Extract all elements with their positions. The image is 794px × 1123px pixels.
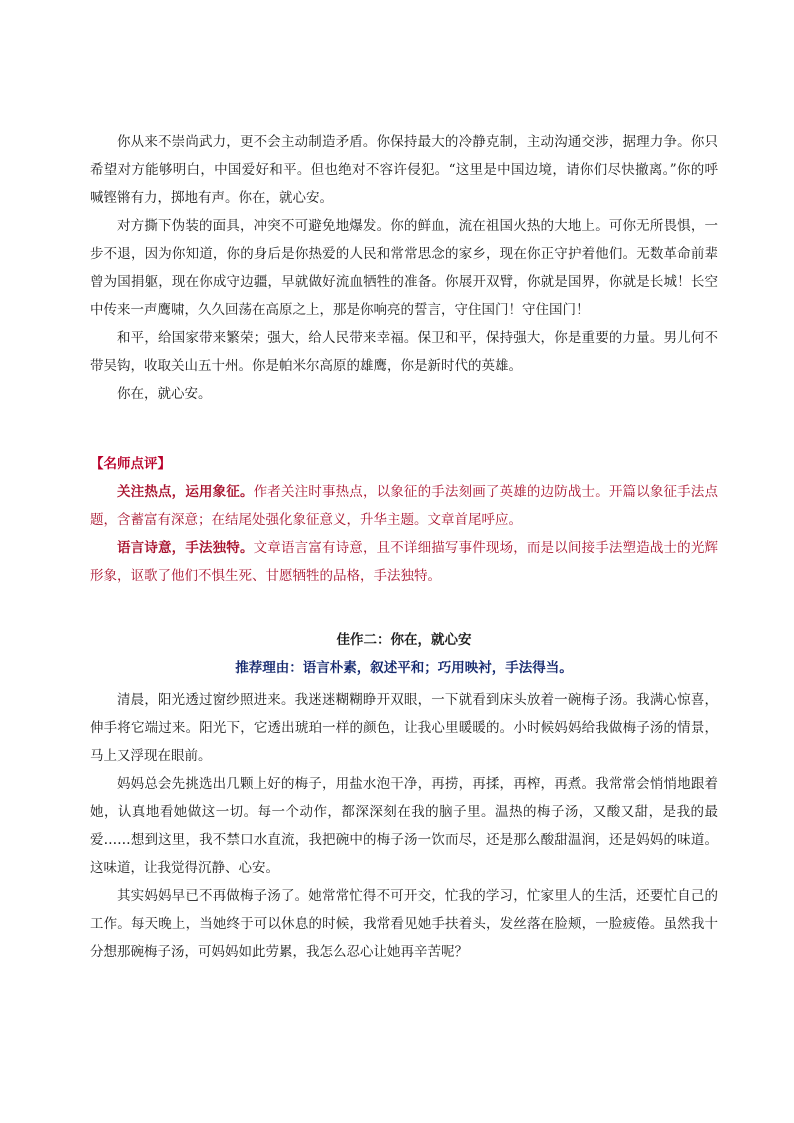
teacher-comment-item-1-body: 作者关注时事热点，以象征的手法刻画了英雄的边防战士。开篇以象征手法点题，含蓄富有深意；在结尾处强化象征意义，升华主题。文章首尾呼应。 [90, 484, 719, 528]
teacher-comment-heading: 【名师点评】 [90, 456, 171, 472]
essay-two-paragraph-1: 清晨，阳光透过窗纱照进来。我迷迷糊糊睁开双眼，一下就看到床头放着一碗梅子汤。我满心惊喜，伸手将它端过来。阳光下，它透出琥珀一样的颜色，让我心里暖暖的。小时候妈妈给我做梅子汤的情景，马上又浮现在眼前。 [90, 692, 718, 764]
essay-two-paragraph-3: 其实妈妈早已不再做梅子汤了。她常常忙得不可开交，忙我的学习，忙家里人的生活，还要忙自己的工作。每天晚上，当她终于可以休息的时候，我常看见她手扶着头，发丝落在脸颊，一脸疲倦。虽然我十分想那碗梅子汤，可妈妈如此劳累，我怎么忍心让她再辛苦呢？ [90, 888, 718, 960]
essay-one-paragraph-1: 你从来不崇尚武力，更不会主动制造矛盾。你保持最大的冷静克制，主动沟通交涉，据理力争。你只希望对方能够明白，中国爱好和平。但也绝对不容许侵犯。“这里是中国边境，请你们尽快撤离。”你的呼喊铿锵有力，掷地有声。你在，就心安。 [90, 134, 718, 206]
teacher-comment-item-2 [90, 534, 718, 590]
document-body [90, 128, 718, 966]
essay-two-recommendation: 推荐理由：语言朴素，叙述平和；巧用映衬，手法得当。 [235, 660, 573, 676]
teacher-comment-item-2-body: 文章语言富有诗意，且不详细描写事件现场，而是以间接手法塑造战士的光辉形象，讴歌了他们不惧生死、甘愿牺牲的品格，手法独特。 [90, 540, 719, 584]
section-spacer [90, 590, 718, 626]
essay-two-section [90, 626, 718, 966]
teacher-comment-section [90, 450, 718, 590]
essay-two-title: 佳作二：你在，就心安 [336, 632, 472, 648]
essay-one-paragraph-2: 对方撕下伪装的面具，冲突不可避免地爆发。你的鲜血，流在祖国火热的大地上。可你无所畏惧，一步不退，因为你知道，你的身后是你热爱的人民和常常思念的家乡，现在你正守护着他们。无数革命前辈曾为国捐躯，现在你成守边疆，早就做好流血牺牲的准备。你展开双臂，你就是国界，你就是长城！长空中传来一声鹰啸，久久回荡在高原之上，那是你响亮的誓言，守住国门！守住国门！ [90, 218, 718, 318]
essay-one-paragraph-4: 你在，就心安。 [117, 386, 212, 402]
essay-two-paragraph-2: 妈妈总会先挑选出几颗上好的梅子，用盐水泡干净，再捞，再揉，再榨，再煮。我常常会悄悄地跟着她，认真地看她做这一切。每一个动作，都深深刻在我的脑子里。温热的梅子汤，又酸又甜，是我的最爱……想到这里，我不禁口水直流，我把碗中的梅子汤一饮而尽，还是那么酸甜温润，还是妈妈的味道。这味道，让我觉得沉静、心安。 [90, 776, 718, 876]
section-spacer [90, 408, 718, 450]
essay-one-section [90, 128, 718, 408]
teacher-comment-item-2-lead: 语言诗意，手法独特。 [117, 540, 254, 556]
teacher-comment-item-1-lead: 关注热点，运用象征。 [117, 484, 254, 500]
essay-one-paragraph-3: 和平，给国家带来繁荣；强大，给人民带来幸福。保卫和平，保持强大，你是重要的力量。男儿何不带吴钩，收取关山五十州。你是帕米尔高原的雄鹰，你是新时代的英雄。 [90, 330, 718, 374]
teacher-comment-item-1 [90, 478, 718, 534]
